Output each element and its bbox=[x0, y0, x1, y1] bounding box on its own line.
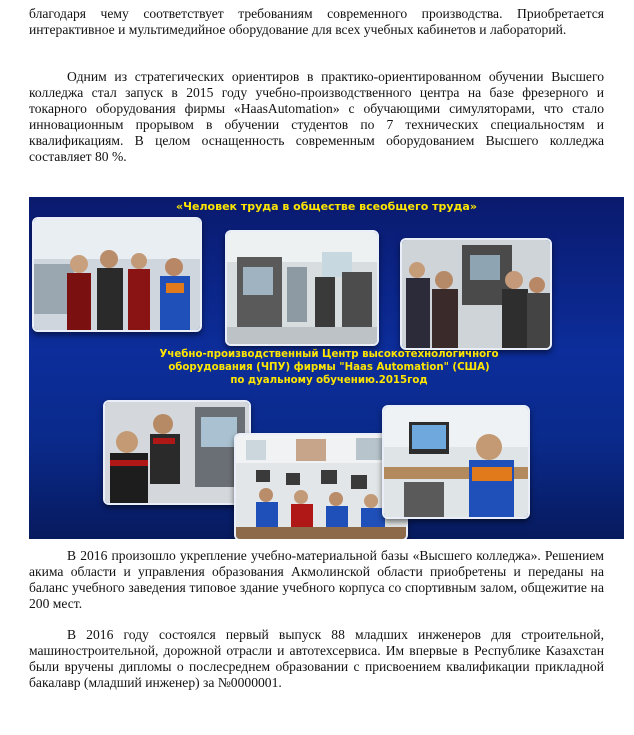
paragraph-haas-center: Одним из стратегических ориентиров в практико-ориентированном обучении Высшего колледжа стал запуск в 2015 году учебно-производственного центра на базе фрезерного и токарного оборудования фирмы «HaasAutomation» с обучающими симуляторами, что стало инновационным прорывом в обучении студентов по 7 технических специальностям и квалификациям. В целом оснащенность современным оборудованием Высшего колледжа составляет 80 %. bbox=[29, 69, 604, 165]
photo-student-at-computer bbox=[382, 405, 530, 519]
paragraph-2016-graduation: В 2016 году состоялся первый выпуск 88 младших инженеров для строительной, машиностроительной, дорожной отрасли и автотехсервиса. Им впервые в Республике Казахстан были вручены дипломы о послесреднем образовании с присвоением квалификации прикладной бакалавр (младший инженер) за №0000001. bbox=[29, 627, 604, 691]
poster-caption bbox=[124, 348, 534, 387]
photo-students-at-machine bbox=[32, 217, 202, 332]
photo-students-at-panel bbox=[103, 400, 251, 505]
photo-instructor-with-students bbox=[400, 238, 552, 350]
caption-line-2: оборудования (ЧПУ) фирмы "Haas Automation" (США) bbox=[168, 362, 490, 373]
poster-title: «Человек труда в обществе всеобщего труда» bbox=[176, 200, 477, 213]
paragraph-intro-continuation: благодаря чему соответствует требованиям современного производства. Приобретается интерактивное и мультимедийное оборудование для всех учебных кабинетов и лабораторий. bbox=[29, 6, 604, 38]
caption-line-3: по дуальному обучению.2015год bbox=[230, 375, 428, 386]
paragraph-2016-infrastructure: В 2016 произошло укрепление учебно-материальной базы «Высшего колледжа». Решением акима области и управления образования Акмолинской области приобретены и переданы на баланс учебного заведения типовое здание учебного корпуса со спортивным залом, общежитие на 200 мест. bbox=[29, 548, 604, 612]
photo-collage-poster bbox=[29, 197, 624, 539]
caption-line-1: Учебно-производственный Центр высокотехнологичного bbox=[159, 349, 499, 360]
photo-cnc-machines-room bbox=[225, 230, 379, 346]
